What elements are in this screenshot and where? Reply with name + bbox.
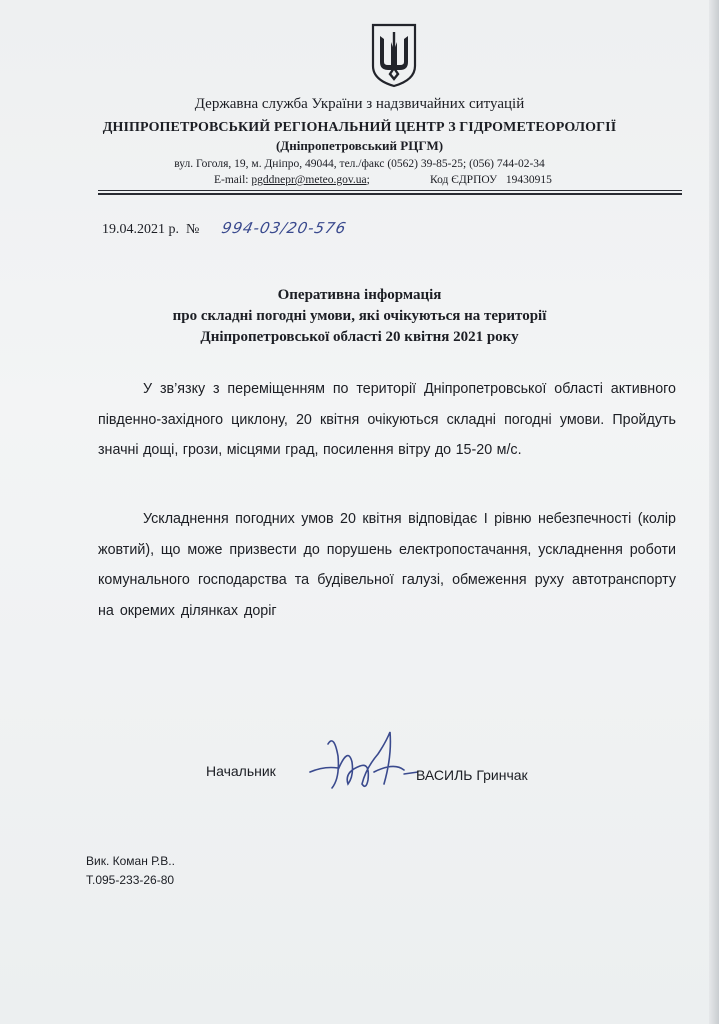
body-paragraph-2: Ускладнення погодних умов 20 квітня відповідає І рівню небезпечності (колір жовтий), що може призвести до порушень електропостачання, ускладнення роботи комунального господарства та будівельної галузі, обмеження руху автотранспорту на окремих ділянках доріг <box>98 511 676 619</box>
handwritten-signature <box>304 726 434 806</box>
executor-name: Вик. Коман Р.В.. <box>86 854 175 868</box>
email-link[interactable]: pgddnepr@meteo.gov.ua <box>251 174 367 186</box>
edrpou-code <box>430 174 552 186</box>
document-title: Оперативна інформація <box>277 287 442 303</box>
organization-address: вул. Гоголя, 19, м. Дніпро, 49044, тел./факс (0562) 39-85-25; (056) 744-02-34 <box>174 158 545 170</box>
executor-info <box>86 852 175 890</box>
email-suffix: ; <box>366 174 370 186</box>
signatory-position: Начальник <box>206 763 276 779</box>
signatory-name: ВАСИЛЬ Гринчак <box>416 767 528 783</box>
executor-phone: Т.095-233-26-80 <box>86 873 175 887</box>
registration-number: 994-03/20-576 <box>220 219 349 237</box>
document-subtitle-line-1: про складні погодні умови, які очікуються на території <box>172 308 547 324</box>
email-label: E-mail: <box>214 174 249 186</box>
number-label: № <box>186 222 200 237</box>
trident-emblem-icon <box>370 22 418 88</box>
edrpou-value: 19430915 <box>505 174 552 186</box>
header-divider-thin <box>98 190 682 191</box>
email-block <box>214 174 370 186</box>
header-divider-thick <box>98 193 682 195</box>
ministry-name: Державна служба України з надзвичайних ситуацій <box>194 96 525 112</box>
date-value: 19.04.2021 р. <box>102 222 179 237</box>
edrpou-label: Код ЄДРПОУ <box>430 174 498 186</box>
organization-short-name: (Дніпропетровський РЦГМ) <box>275 138 444 153</box>
document-date <box>102 222 199 238</box>
document-subtitle-line-2: Дніпропетровської області 20 квітня 2021 року <box>200 329 519 345</box>
organization-name: ДНІПРОПЕТРОВСЬКИЙ РЕГІОНАЛЬНИЙ ЦЕНТР З ГІДРОМЕТЕОРОЛОГІЇ <box>102 120 617 135</box>
body-paragraph-1: У зв’язку з переміщенням по території Дніпропетровської області активного південно-західного циклону, 20 квітня очікуються складні погодні умови. Пройдуть значні дощі, грози, місцями град, посилення вітру до 15-20 м/с. <box>98 381 676 459</box>
